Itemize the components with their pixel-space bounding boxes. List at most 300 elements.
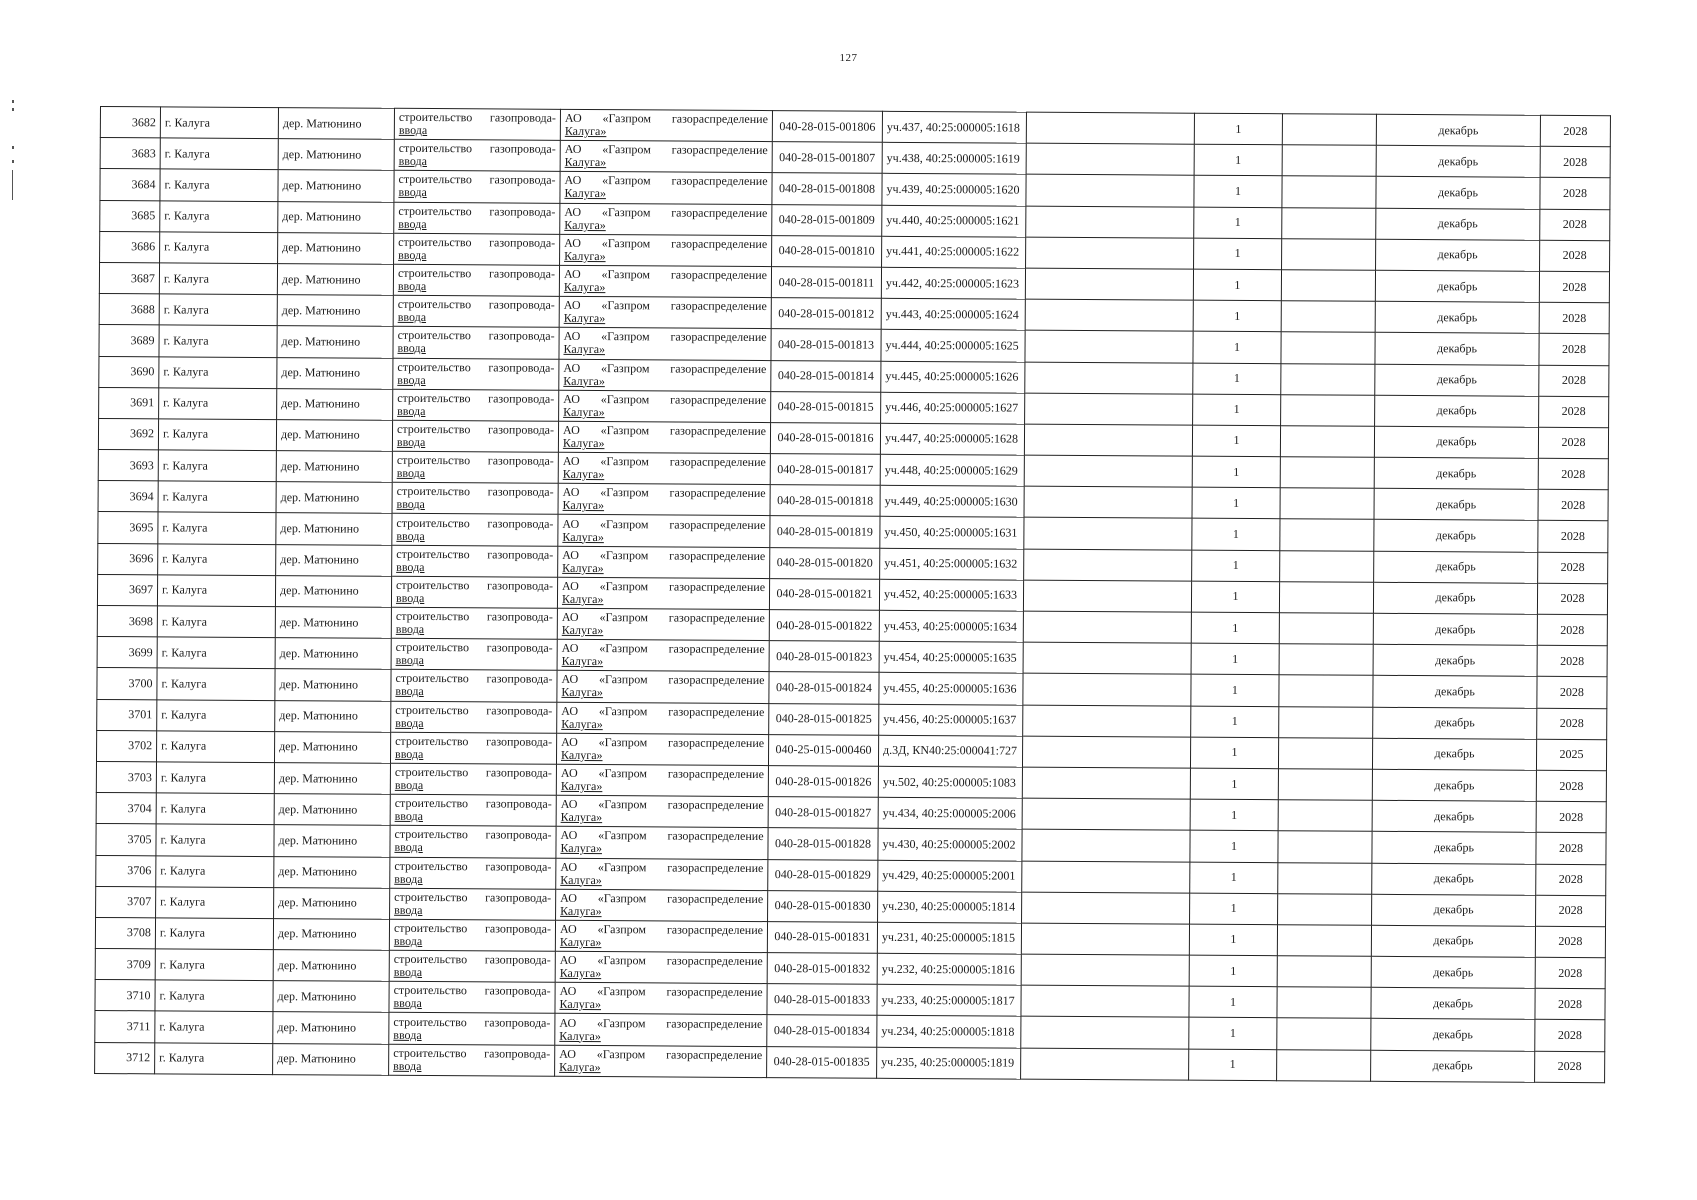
org-word-2: «Газпром <box>599 672 648 687</box>
purpose-word-3: ввода <box>396 528 425 543</box>
margin-marks <box>12 100 16 220</box>
org-word-4: Калуга» <box>564 248 606 263</box>
organization-cell <box>559 359 771 391</box>
org-word-1: АО <box>559 952 577 968</box>
org-word-4: Калуга» <box>560 810 603 825</box>
count-cell: 1 <box>1192 425 1280 457</box>
plot-cell: уч.442, 40:25:000005:1623 <box>881 267 1025 299</box>
empty-cell <box>1022 892 1190 924</box>
org-word-1: АО <box>564 204 582 219</box>
month-cell: декабрь <box>1374 457 1538 489</box>
application-code-cell: 040-28-015-001830 <box>768 890 878 922</box>
application-code-cell: 040-28-015-001829 <box>768 859 878 891</box>
month-cell: декабрь <box>1371 1050 1535 1082</box>
year-cell: 2028 <box>1536 801 1606 833</box>
month-cell: декабрь <box>1374 520 1538 552</box>
purpose-word-1: строительство <box>395 733 469 749</box>
organization-cell <box>555 951 767 983</box>
purpose-word-3: ввода <box>398 185 427 200</box>
application-code-cell: 040-28-015-001815 <box>771 391 881 423</box>
village-cell: дер. Матюнино <box>276 451 392 483</box>
application-code-cell: 040-28-015-001822 <box>769 610 879 642</box>
plot-cell: уч.437, 40:25:000005:1618 <box>882 111 1026 143</box>
org-word-4: Калуга» <box>560 872 602 887</box>
empty-cell <box>1281 332 1375 364</box>
plot-cell: уч.454, 40:25:000005:1635 <box>879 641 1023 673</box>
empty-cell <box>1278 831 1372 863</box>
empty-cell <box>1282 145 1376 177</box>
org-word-1: АО <box>563 360 581 375</box>
org-word-3: газораспределение <box>667 766 764 782</box>
village-cell: дер. Матюнино <box>276 419 392 451</box>
org-word-1: АО <box>559 921 577 936</box>
organization-cell <box>555 1014 767 1046</box>
application-code-cell: 040-28-015-001832 <box>767 953 877 985</box>
count-cell: 1 <box>1192 519 1280 551</box>
city-cell: г. Калуга <box>160 138 278 170</box>
purpose-word-1: строительство <box>398 203 472 218</box>
month-cell: декабрь <box>1375 395 1539 427</box>
village-cell: дер. Матюнино <box>278 232 394 264</box>
empty-cell <box>1281 301 1375 333</box>
purpose-word-2: газопровода- <box>486 734 553 749</box>
organization-cell <box>557 577 769 609</box>
city-cell: г. Калуга <box>156 824 274 856</box>
empty-cell <box>1026 237 1194 269</box>
empty-cell <box>1280 519 1374 551</box>
row-number: 3708 <box>95 917 155 949</box>
organization-cell <box>560 109 772 141</box>
empty-cell <box>1277 1018 1371 1050</box>
org-word-3: газораспределение <box>666 984 763 1000</box>
purpose-word-2: газопровода- <box>485 796 552 811</box>
empty-cell <box>1025 330 1193 362</box>
organization-cell <box>556 827 768 859</box>
org-word-1: АО <box>561 609 579 625</box>
org-word-1: АО <box>559 1046 576 1061</box>
month-cell: декабрь <box>1374 426 1538 458</box>
application-code-cell: 040-28-015-001833 <box>767 984 877 1016</box>
page-number: 127 <box>839 52 858 64</box>
row-number: 3695 <box>98 512 158 544</box>
year-cell: 2028 <box>1540 146 1610 178</box>
city-cell: г. Калуга <box>159 356 277 388</box>
purpose-word-1: строительство <box>395 640 470 655</box>
purpose-cell <box>394 233 560 265</box>
purpose-word-1: строительство <box>397 390 471 406</box>
purpose-word-1: строительство <box>397 297 472 312</box>
plot-cell: уч.446, 40:25:000005:1627 <box>881 392 1025 424</box>
row-number: 3698 <box>97 605 157 637</box>
purpose-word-1: строительство <box>398 141 473 156</box>
city-cell: г. Калуга <box>160 107 278 139</box>
org-word-3: газораспределение <box>668 672 765 688</box>
row-number: 3704 <box>96 793 156 825</box>
org-word-3: газораспределение <box>668 735 765 750</box>
city-cell: г. Калуга <box>157 637 275 669</box>
org-word-4: Калуга» <box>561 747 603 762</box>
village-cell: дер. Матюнино <box>277 388 393 420</box>
empty-cell <box>1024 424 1192 456</box>
plot-cell: уч.445, 40:25:000005:1626 <box>881 361 1025 393</box>
empty-cell <box>1278 737 1372 769</box>
purpose-word-3: ввода <box>396 559 425 574</box>
month-cell: декабрь <box>1376 177 1540 209</box>
empty-cell <box>1021 1017 1189 1049</box>
empty-cell <box>1279 706 1373 738</box>
application-code-cell: 040-28-015-001813 <box>771 329 881 361</box>
purpose-cell <box>389 1044 555 1076</box>
purpose-word-2: газопровода- <box>485 765 552 780</box>
application-code-cell: 040-25-015-000460 <box>768 734 878 766</box>
empty-cell <box>1021 923 1189 955</box>
application-code-cell: 040-28-015-001806 <box>772 111 882 143</box>
count-cell: 1 <box>1190 893 1278 925</box>
purpose-word-1: строительство <box>397 328 471 343</box>
city-cell: г. Калуга <box>158 512 276 544</box>
organization-cell <box>560 172 772 204</box>
org-word-3: газораспределение <box>668 704 765 719</box>
plot-cell: уч.434, 40:25:000005:2006 <box>878 797 1022 829</box>
org-word-1: АО <box>561 703 579 718</box>
org-word-2: «Газпром <box>598 766 648 781</box>
org-word-4: Калуга» <box>561 654 604 669</box>
application-code-cell: 040-28-015-001821 <box>769 578 879 610</box>
org-word-3: газораспределение <box>671 236 768 251</box>
org-word-2: «Газпром <box>602 142 651 157</box>
empty-cell <box>1279 675 1373 707</box>
org-word-1: АО <box>559 984 577 999</box>
purpose-cell <box>393 358 559 390</box>
org-word-4: Калуга» <box>562 529 604 544</box>
application-code-cell: 040-28-015-001825 <box>769 703 879 735</box>
org-word-1: АО <box>562 578 579 593</box>
org-word-1: АО <box>564 173 582 188</box>
year-cell: 2028 <box>1536 864 1606 896</box>
org-word-4: Калуга» <box>563 373 605 388</box>
purpose-cell <box>393 389 559 421</box>
village-cell: дер. Матюнино <box>274 763 390 795</box>
plot-cell: уч.232, 40:25:000005:1816 <box>877 953 1021 985</box>
plot-cell: уч.430, 40:25:000005:2002 <box>878 829 1022 861</box>
organization-cell <box>559 296 771 328</box>
organization-cell <box>555 983 767 1015</box>
row-number: 3694 <box>98 481 158 513</box>
empty-cell <box>1278 893 1372 925</box>
purpose-word-1: строительство <box>394 858 468 873</box>
org-word-4: Калуга» <box>564 155 607 170</box>
month-cell: декабрь <box>1373 676 1537 708</box>
empty-cell <box>1021 985 1189 1017</box>
purpose-word-2: газопровода- <box>487 453 554 468</box>
organization-cell <box>558 546 770 578</box>
plot-cell: уч.450, 40:25:000005:1631 <box>880 517 1024 549</box>
year-cell: 2028 <box>1536 833 1606 865</box>
month-cell: декабрь <box>1373 613 1537 645</box>
empty-cell <box>1022 829 1190 861</box>
count-cell: 1 <box>1193 331 1281 363</box>
row-number: 3710 <box>95 980 155 1012</box>
count-cell: 1 <box>1193 394 1281 426</box>
org-word-2: «Газпром <box>602 173 651 188</box>
purpose-cell <box>394 171 560 203</box>
empty-cell <box>1023 705 1191 737</box>
row-number: 3690 <box>99 356 159 388</box>
row-number: 3701 <box>97 699 157 731</box>
empty-cell <box>1282 207 1376 239</box>
purpose-word-2: газопровода- <box>487 578 554 593</box>
month-cell: декабрь <box>1376 114 1540 146</box>
org-word-3: газораспределение <box>669 454 766 470</box>
application-code-cell: 040-28-015-001826 <box>768 766 878 798</box>
month-cell: декабрь <box>1375 364 1539 396</box>
count-cell: 1 <box>1191 643 1279 675</box>
village-cell: дер. Матюнино <box>278 170 394 202</box>
org-word-1: АО <box>562 453 580 469</box>
row-number: 3702 <box>96 730 156 762</box>
count-cell: 1 <box>1193 269 1281 301</box>
org-word-2: «Газпром <box>599 516 649 531</box>
empty-cell <box>1277 1049 1371 1081</box>
org-word-2: «Газпром <box>599 578 649 594</box>
month-cell: декабрь <box>1371 925 1535 957</box>
empty-cell <box>1277 925 1371 957</box>
organization-cell <box>557 671 769 703</box>
org-word-1: АО <box>560 828 578 843</box>
purpose-word-1: строительство <box>398 109 473 125</box>
month-cell: декабрь <box>1371 988 1535 1020</box>
city-cell: г. Калуга <box>159 294 277 326</box>
org-word-1: АО <box>560 797 578 812</box>
purpose-word-1: строительство <box>395 671 469 686</box>
org-word-3: газораспределение <box>671 173 768 189</box>
org-word-1: АО <box>562 547 580 562</box>
org-word-2: «Газпром <box>599 610 649 625</box>
year-cell: 2028 <box>1539 334 1609 366</box>
purpose-cell <box>390 763 556 795</box>
purpose-word-2: газопровода- <box>484 1014 551 1030</box>
org-word-4: Калуга» <box>564 186 607 201</box>
year-cell: 2028 <box>1537 583 1607 615</box>
org-word-4: Калуга» <box>561 591 604 606</box>
month-cell: декабрь <box>1376 239 1540 271</box>
purpose-cell <box>393 327 559 359</box>
city-cell: г. Калуга <box>158 450 276 482</box>
application-code-cell: 040-28-015-001816 <box>770 422 880 454</box>
org-word-2: «Газпром <box>601 235 651 251</box>
city-cell: г. Калуга <box>156 855 274 887</box>
empty-cell <box>1026 175 1194 207</box>
purpose-cell <box>392 483 558 515</box>
org-word-3: газораспределение <box>666 922 764 938</box>
org-word-2: «Газпром <box>596 1015 646 1030</box>
village-cell: дер. Матюнино <box>275 669 391 701</box>
org-word-1: АО <box>560 890 577 905</box>
plot-cell: д.3Д, КN40:25:000041:727 <box>878 735 1022 767</box>
city-cell: г. Калуга <box>157 575 275 607</box>
organization-cell <box>557 608 769 640</box>
empty-cell <box>1024 486 1192 518</box>
purpose-cell <box>390 732 556 764</box>
purpose-word-3: ввода <box>397 310 427 325</box>
year-cell: 2028 <box>1540 115 1610 147</box>
purpose-word-1: строительство <box>397 359 471 374</box>
application-code-cell: 040-28-015-001810 <box>772 235 882 267</box>
purpose-cell <box>392 420 558 452</box>
city-cell: г. Калуга <box>160 200 278 232</box>
count-cell: 1 <box>1191 612 1279 644</box>
empty-cell <box>1278 862 1372 894</box>
purpose-word-2: газопровода- <box>488 266 556 281</box>
city-cell: г. Калуга <box>158 543 276 575</box>
empty-cell <box>1282 114 1376 146</box>
row-number: 3688 <box>99 294 159 326</box>
org-word-3: газораспределение <box>670 267 768 283</box>
organization-cell <box>558 452 770 484</box>
purpose-cell <box>394 108 560 140</box>
plot-cell: уч.429, 40:25:000005:2001 <box>878 860 1022 892</box>
organization-cell <box>556 795 768 827</box>
village-cell: дер. Матюнино <box>274 887 390 919</box>
village-cell: дер. Матюнино <box>274 794 390 826</box>
org-word-4: Калуга» <box>559 934 602 950</box>
plot-cell: уч.231, 40:25:000005:1815 <box>877 922 1021 954</box>
row-number: 3707 <box>96 886 156 918</box>
org-word-3: газораспределение <box>670 392 767 407</box>
village-cell: дер. Матюнино <box>277 326 393 358</box>
application-code-cell: 040-28-015-001819 <box>770 516 880 548</box>
empty-cell <box>1026 143 1194 175</box>
city-cell: г. Калуга <box>156 793 274 825</box>
purpose-word-2: газопровода- <box>488 391 555 406</box>
count-cell: 1 <box>1192 456 1280 488</box>
purpose-cell <box>390 888 556 920</box>
org-word-1: АО <box>562 485 580 500</box>
year-cell: 2028 <box>1540 209 1610 241</box>
purpose-word-2: газопровода- <box>487 547 554 562</box>
village-cell: дер. Матюнино <box>273 1012 389 1044</box>
year-cell: 2028 <box>1540 178 1610 210</box>
empty-cell <box>1025 268 1193 300</box>
plot-cell: уч.234, 40:25:000005:1818 <box>877 1016 1021 1048</box>
org-word-2: «Газпром <box>601 298 650 313</box>
count-cell: 1 <box>1189 924 1277 956</box>
row-number: 3697 <box>97 574 157 606</box>
city-cell: г. Калуга <box>155 918 273 950</box>
application-code-cell: 040-28-015-001835 <box>767 1046 877 1078</box>
empty-cell <box>1282 238 1376 270</box>
org-word-1: АО <box>563 298 581 313</box>
month-cell: декабрь <box>1373 707 1537 739</box>
purpose-word-1: строительство <box>393 920 468 936</box>
row-number: 3706 <box>96 855 156 887</box>
purpose-word-3: ввода <box>394 809 424 824</box>
org-word-2: «Газпром <box>601 204 651 220</box>
month-cell: декабрь <box>1375 270 1539 302</box>
purpose-word-2: газопровода- <box>485 827 552 843</box>
city-cell: г. Калуга <box>156 887 274 919</box>
org-word-4: Калуга» <box>563 342 606 357</box>
row-number: 3691 <box>99 387 159 419</box>
purpose-cell <box>394 202 560 234</box>
count-cell: 1 <box>1190 737 1278 769</box>
row-number: 3686 <box>100 231 160 263</box>
plot-cell: уч.444, 40:25:000005:1625 <box>881 330 1025 362</box>
purpose-word-3: ввода <box>394 777 424 793</box>
org-word-4: Калуга» <box>559 997 602 1012</box>
city-cell: г. Калуга <box>159 388 277 420</box>
registry-table-wrapper <box>94 106 1611 1083</box>
application-code-cell: 040-28-015-001808 <box>772 173 882 205</box>
row-number: 3685 <box>100 200 160 232</box>
month-cell: декабрь <box>1373 644 1537 676</box>
org-word-4: Калуга» <box>562 435 605 451</box>
org-word-1: АО <box>562 516 580 531</box>
empty-cell <box>1022 798 1190 830</box>
org-word-1: АО <box>564 142 582 157</box>
village-cell: дер. Матюнино <box>274 825 390 857</box>
year-cell: 2028 <box>1538 521 1608 553</box>
org-word-3: газораспределение <box>668 579 766 594</box>
year-cell: 2028 <box>1537 614 1607 646</box>
org-word-3: газораспределение <box>666 1016 763 1031</box>
purpose-word-1: строительство <box>395 702 469 717</box>
empty-cell <box>1279 613 1373 645</box>
purpose-word-3: ввода <box>394 902 423 917</box>
application-code-cell: 040-28-015-001828 <box>768 828 878 860</box>
org-word-1: АО <box>564 110 582 126</box>
application-code-cell: 040-28-015-001823 <box>769 641 879 673</box>
org-word-2: «Газпром <box>597 984 646 999</box>
village-cell: дер. Матюнино <box>275 638 391 670</box>
purpose-word-2: газопровода- <box>489 141 556 157</box>
org-word-3: газораспределение <box>667 891 764 906</box>
org-word-4: Калуга» <box>561 685 603 700</box>
year-cell: 2028 <box>1539 396 1609 428</box>
purpose-cell <box>393 264 559 296</box>
application-code-cell: 040-28-015-001820 <box>770 547 880 579</box>
org-word-4: Калуга» <box>560 778 603 794</box>
city-cell: г. Калуга <box>157 606 275 638</box>
org-word-4: Калуга» <box>562 560 604 575</box>
organization-cell <box>556 733 768 765</box>
org-word-4: Калуга» <box>564 123 607 139</box>
plot-cell: уч.235, 40:25:000005:1819 <box>877 1047 1021 1079</box>
row-number: 3683 <box>100 138 160 170</box>
purpose-word-3: ввода <box>393 933 423 948</box>
city-cell: г. Калуга <box>159 325 277 357</box>
month-cell: декабрь <box>1376 208 1540 240</box>
year-cell: 2028 <box>1536 895 1606 927</box>
purpose-cell <box>393 295 559 327</box>
organization-cell <box>560 234 772 266</box>
count-cell: 1 <box>1191 675 1279 707</box>
month-cell: декабрь <box>1375 333 1539 365</box>
organization-cell <box>557 702 769 734</box>
purpose-word-1: строительство <box>396 515 470 530</box>
purpose-word-1: строительство <box>396 421 471 437</box>
purpose-word-2: газопровода- <box>486 640 553 656</box>
purpose-word-3: ввода <box>397 372 426 387</box>
application-code-cell: 040-28-015-001817 <box>770 454 880 486</box>
plot-cell: уч.447, 40:25:000005:1628 <box>880 423 1024 455</box>
plot-cell: уч.456, 40:25:000005:1637 <box>879 704 1023 736</box>
org-word-2: «Газпром <box>598 828 647 843</box>
count-cell: 1 <box>1192 550 1280 582</box>
count-cell: 1 <box>1191 706 1279 738</box>
purpose-word-3: ввода <box>398 247 427 262</box>
count-cell: 1 <box>1194 144 1282 176</box>
